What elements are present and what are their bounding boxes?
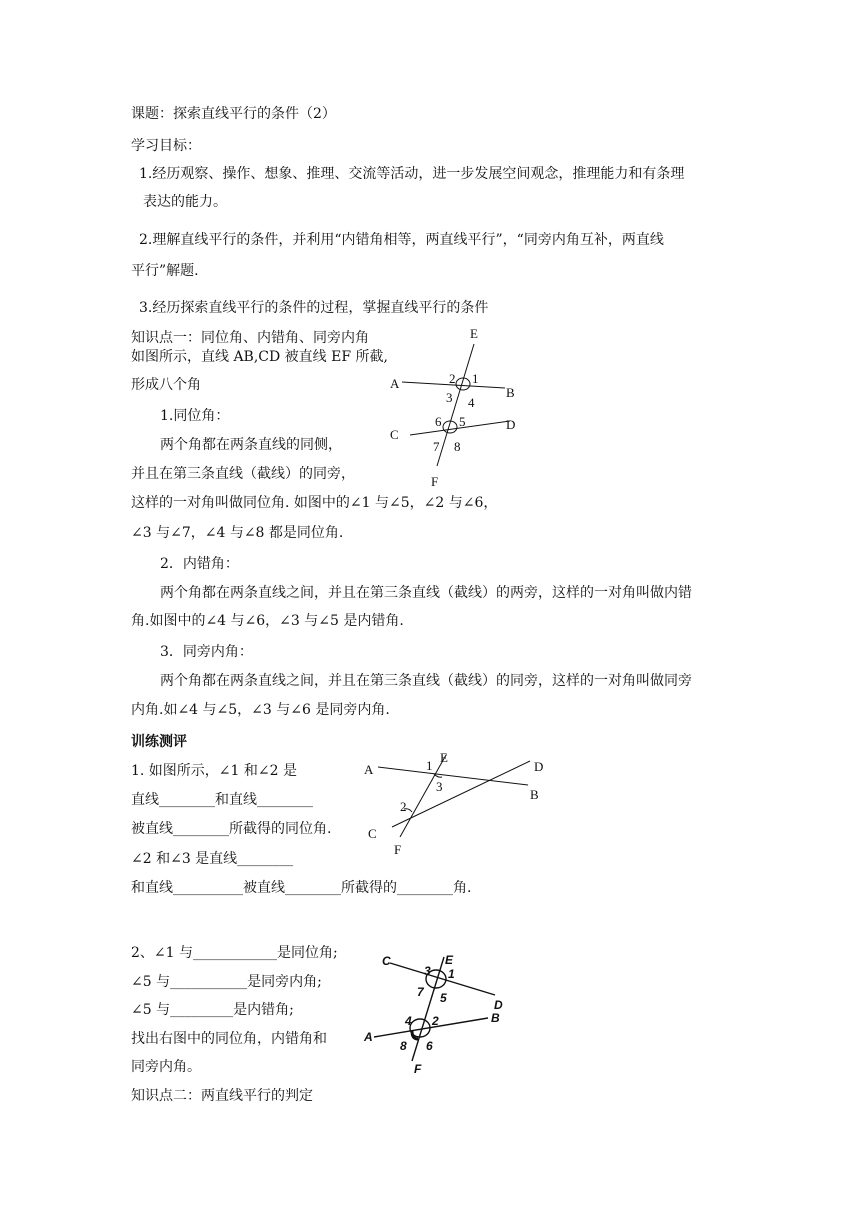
label-angle-8: 8	[400, 1039, 407, 1053]
objective-2-line-1: 2.理解直线平行的条件，并利用“内错角相等，两直线平行”，“同旁内角互补，两直线	[139, 232, 664, 248]
corresponding-def-2: 并且在第三条直线（截线）的同旁，	[131, 466, 355, 482]
label-angle-6: 6	[435, 414, 442, 429]
label-c: C	[382, 954, 391, 968]
label-angle-3: 3	[446, 390, 453, 405]
q1-line-4: ∠2 和∠3 是直线________	[131, 851, 294, 867]
label-angle-5: 5	[459, 414, 466, 429]
practice-heading: 训练测评	[131, 734, 187, 750]
corresponding-def-1: 两个角都在两条直线的同侧，	[160, 437, 342, 453]
q1-line-1: 1. 如图所示，∠1 和∠2 是	[131, 763, 297, 779]
label-a: A	[364, 1030, 373, 1044]
figure-practice-q2	[360, 945, 520, 1075]
label-c: C	[368, 826, 377, 841]
lesson-title: 课题：探索直线平行的条件（2）	[131, 106, 336, 122]
label-angle-3: 3	[436, 779, 443, 794]
label-d: D	[494, 998, 503, 1012]
label-angle-4: 4	[468, 395, 475, 410]
label-angle-1: 1	[448, 967, 455, 981]
figure-practice-q1	[360, 745, 560, 860]
q2-line-2: ∠5 与___________是同旁内角;	[131, 974, 322, 990]
co-interior-def-2: 内角.如∠4 与∠5，∠3 与∠6 是同旁内角.	[131, 702, 390, 718]
label-e: E	[445, 953, 454, 967]
line-ef	[400, 755, 446, 837]
corresponding-angles-title: 1.同位角：	[160, 408, 230, 424]
alternate-def-2: 角.如图中的∠4 与∠6，∠3 与∠5 是内错角.	[131, 613, 404, 629]
kp2-heading: 知识点二：两直线平行的判定	[131, 1088, 313, 1104]
line-ab	[378, 767, 528, 785]
kp1-intro-1: 如图所示，直线 AB,CD 被直线 EF 所截,	[131, 349, 388, 365]
figure-transversal-eight-angles	[380, 320, 540, 490]
label-b: B	[530, 787, 539, 802]
co-interior-def-1: 两个角都在两条直线之间，并且在第三条直线（截线）的同旁，这样的一对角叫做同旁	[160, 673, 692, 689]
label-f: F	[414, 1062, 422, 1076]
q1-line-5: 和直线__________被直线________所截得的________角.	[131, 880, 472, 896]
q2-line-3: ∠5 与_________是内错角;	[131, 1002, 294, 1018]
label-c: C	[390, 427, 399, 442]
label-angle-1: 1	[426, 758, 433, 773]
label-e: E	[440, 750, 448, 765]
objective-3: 3.经历探索直线平行的条件的过程，掌握直线平行的条件	[139, 300, 489, 316]
corresponding-def-3: 这样的一对角叫做同位角. 如图中的∠1 与∠5，∠2 与∠6，	[131, 495, 498, 511]
alternate-def-1: 两个角都在两条直线之间，并且在第三条直线（截线）的两旁，这样的一对角叫做内错	[160, 585, 692, 601]
label-angle-2: 2	[432, 1014, 439, 1028]
label-angle-4: 4	[405, 1014, 412, 1028]
kp1-intro-2: 形成八个角	[131, 377, 201, 393]
label-b: B	[506, 385, 515, 400]
label-f: F	[431, 474, 439, 489]
label-angle-5: 5	[440, 991, 447, 1005]
label-f: F	[394, 842, 402, 857]
objective-1-line-1: 1.经历观察、操作、想象、推理、交流等活动，进一步发展空间观念，推理能力和有条理	[139, 166, 685, 182]
label-angle-7: 7	[417, 985, 424, 999]
label-angle-2: 2	[400, 799, 407, 814]
q2-line-5: 同旁内角。	[131, 1059, 201, 1075]
label-a: A	[390, 376, 400, 391]
objective-2-line-2: 平行”解题.	[131, 263, 199, 279]
label-d: D	[506, 417, 516, 432]
q1-line-2: 直线________和直线________	[131, 792, 313, 808]
label-angle-8: 8	[454, 439, 461, 454]
label-angle-1: 1	[472, 371, 479, 386]
kp1-heading: 知识点一：同位角、内错角、同旁内角	[131, 330, 369, 346]
line-ab	[374, 1018, 488, 1037]
q1-line-3: 被直线________所截得的同位角.	[131, 821, 332, 837]
objectives-heading: 学习目标：	[131, 138, 201, 154]
objective-1-line-2: 表达的能力。	[143, 194, 227, 210]
label-angle-3: 3	[424, 964, 431, 978]
label-e: E	[470, 326, 478, 341]
label-b: B	[491, 1011, 500, 1025]
q2-line-1: 2、∠1 与____________是同位角;	[131, 945, 338, 961]
angle-8-mark	[412, 1031, 418, 1039]
corresponding-def-4: ∠3 与∠7，∠4 与∠8 都是同位角.	[131, 525, 344, 541]
label-angle-2: 2	[449, 371, 456, 386]
q2-line-4: 找出右图中的同位角，内错角和	[131, 1031, 327, 1047]
label-angle-7: 7	[433, 439, 440, 454]
label-angle-6: 6	[426, 1039, 433, 1053]
label-d: D	[534, 759, 544, 774]
co-interior-title: 3．同旁内角：	[160, 644, 253, 660]
alternate-angles-title: 2．内错角：	[160, 556, 239, 572]
label-a: A	[364, 762, 374, 777]
